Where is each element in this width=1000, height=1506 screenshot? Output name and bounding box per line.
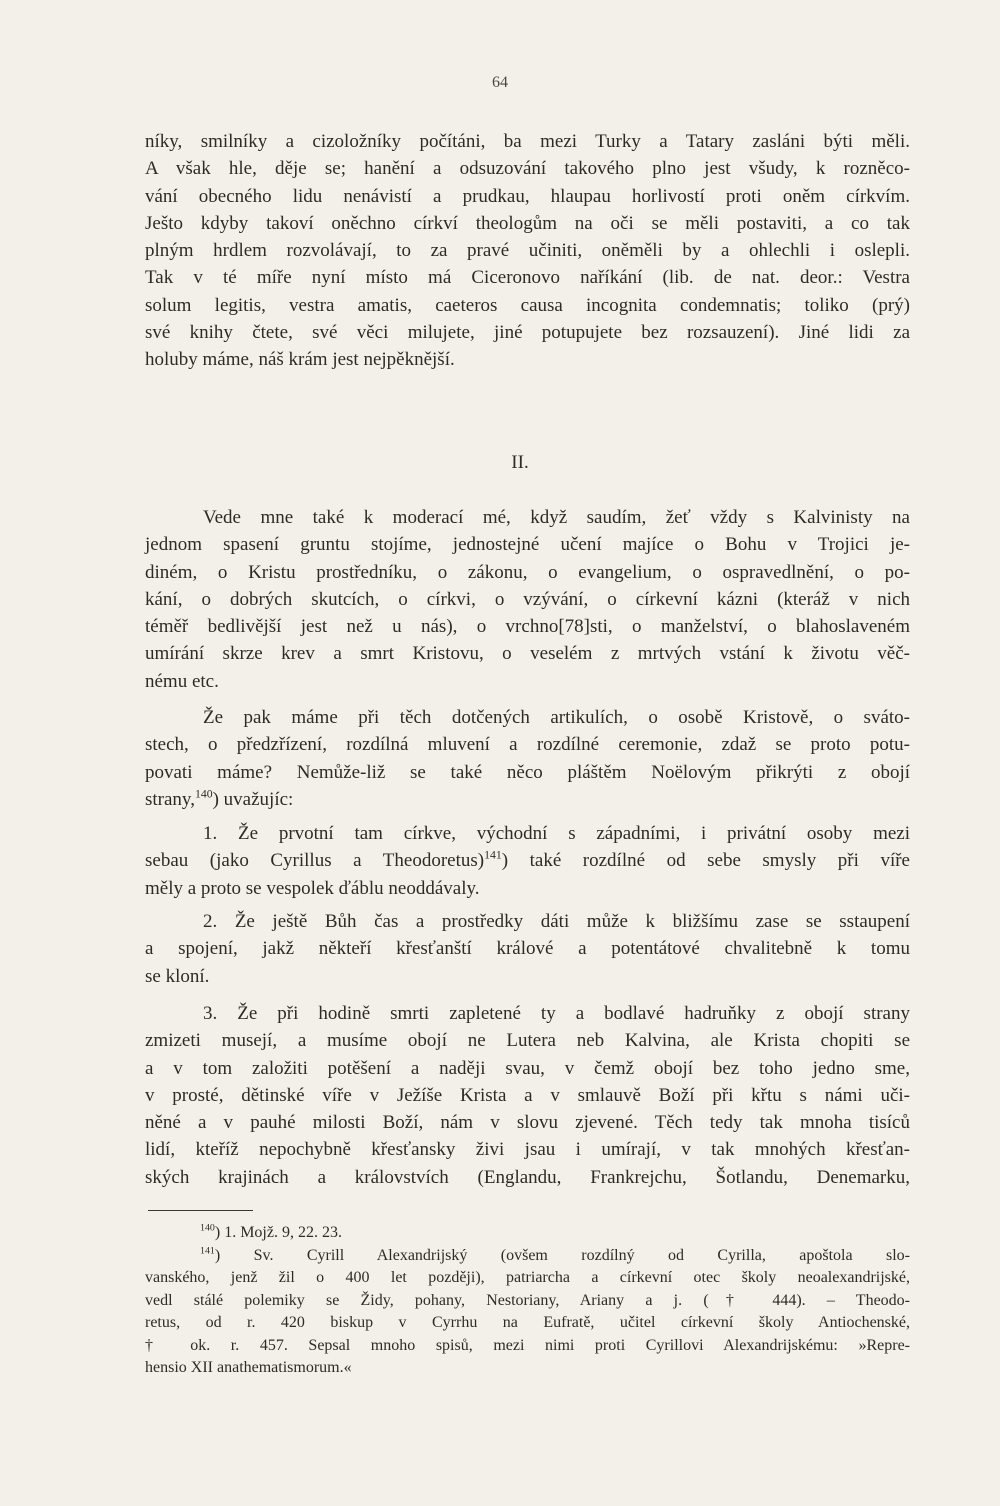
text-line: zmizeti musejí, a musíme obojí ne Lutera neb Kalvina, ale Krista chopiti se (145, 1030, 910, 1052)
text-line: a spojení, jakž někteří křesťanští králové a potentátové chvalitebně k tomu (145, 938, 910, 960)
text-line: diném, o Kristu prostředníku, o zákonu, o evangelium, o ospravedlnění, o po- (145, 561, 910, 583)
text-span: strany, (145, 788, 195, 810)
paragraph-continuation (145, 128, 910, 374)
text-line: vání obecného lidu nenávistí a prudkau, hlaupau horlivostí proti oněm církvím. (145, 185, 910, 207)
text-line (145, 847, 910, 874)
text-line: své knihy čtete, své věci milujete, jiné potupujete bez rozsauzení). Jiné lidi za (145, 322, 910, 344)
text-line: kání, o dobrých skutcích, o církvi, o vzývání, o církevní kázni (kteráž v nich (145, 588, 910, 610)
list-item-2 (145, 908, 910, 990)
section-heading: II. (511, 452, 529, 473)
footnote-141 (145, 1245, 910, 1268)
text-line: 1. Že prvotní tam církve, východní s západními, i privátní osoby mezi (203, 823, 910, 844)
text-line: měly a proto se vespolek ďáblu neoddávaly. (145, 877, 480, 899)
text-line: nému etc. (145, 670, 219, 692)
text-line: Ješto kdyby takoví oněchno církví theologům na oči se měli postaviti, a co tak (145, 212, 910, 234)
text-line: A však hle, děje se; hanění a odsuzování takového plno jest všudy, k rozněco- (145, 158, 910, 180)
footnote-ref-140: 140 (194, 787, 213, 801)
footnote-ref-141: 141 (484, 848, 502, 862)
footnotes (145, 1222, 910, 1380)
footnote-line: vanského, jenž žil o 400 let později), patriarcha a církevní otec školy neoalexandrijské, (145, 1269, 910, 1286)
text-line: 2. Že ještě Bůh čas a prostředky dáti může k bližšímu zase se sstaupení (203, 911, 910, 932)
text-span: ) také rozdílné od sebe smysly při víře (501, 850, 910, 872)
footnote-line: vedl stálé polemiky se Židy, pohany, Nestoriany, Ariany a j. († 444). – Theodo- (145, 1291, 910, 1309)
text-line: Tak v té míře nyní místo má Ciceronovo naříkání (lib. de nat. deor.: Vestra (145, 267, 910, 289)
footnote-text: ) 1. Mojž. 9, 22. 23. (214, 1224, 342, 1241)
text-line: plným hrdlem rozvolávají, to za pravé učiniti, oněměli by a ohlechli i oslepli. (145, 240, 910, 262)
text-line: lidí, kteříž nepochybně křesťansky živi jsau i umírají, v tak mnohých křesťan- (145, 1139, 910, 1161)
text-line: povati máme? Nemůže-liž se také něco pláštěm Noëlovým přikrýti z obojí (145, 761, 910, 783)
list-item-1 (145, 820, 910, 902)
footnote-140 (145, 1222, 910, 1245)
list-item-3 (145, 1000, 910, 1191)
text-line: solum legitis, vestra amatis, caeteros causa incognita condemnatis; toliko (prý) (145, 294, 910, 316)
paragraph-ze (145, 704, 910, 813)
text-line: stech, o předzřízení, rozdílná mluvení a rozdílné ceremonie, zdaž se proto potu- (145, 734, 910, 756)
text-span: ) uvažujíc: (212, 788, 294, 810)
footnote-line: retus, od r. 420 biskup v Cyrrhu na Eufratě, učitel církevní školy Antiochenské, (145, 1314, 910, 1331)
footnote-line: hensio XII anathematismorum.« (145, 1359, 352, 1376)
text-line: v prosté, dětinské víře v Ježíše Krista a v smlauvě Boží při křtu s námi uči- (145, 1084, 910, 1106)
text-line: holuby máme, náš krám jest nejpěknější. (145, 349, 455, 371)
footnote-mark: 140 (200, 1222, 215, 1234)
footnote-line: † ok. r. 457. Sepsal mnoho spisů, mezi nimi proti Cyrillovi Alexandrijskému: »Repre- (145, 1336, 910, 1354)
text-line (145, 786, 910, 813)
footnote-divider (148, 1210, 253, 1211)
text-line: Vede mne také k moderací mé, když saudím, žeť vždy s Kalvinisty na (203, 507, 910, 528)
text-line: umírání skrze krev a smrt Kristovu, o veselém z mrtvých vstání k životu věč- (145, 643, 910, 665)
text-line: něné a v pauhé milosti Boží, nám v slovu zjevené. Těch tedy tak mnoha tisíců (145, 1112, 910, 1134)
text-line: Že pak máme při těch dotčených artikulích, o osobě Kristově, o sváto- (203, 707, 910, 728)
text-line: a v tom založiti potěšení a naději svau, v čemž obojí bez toho jedno sme, (145, 1057, 910, 1079)
text-line: ských krajinách a královstvích (Englandu, Frankrejchu, Šotlandu, Denemarku, (145, 1166, 910, 1188)
text-line: téměř bedlivější jest než u nás), o vrchno[78]sti, o manželství, o blahoslaveném (145, 616, 910, 638)
text-line: jednom spasení gruntu stojíme, jednostejné učení majíce o Bohu v Trojici je- (145, 534, 910, 556)
text-line: níky, smilníky a cizoložníky počítáni, ba mezi Turky a Tatary zasláni býti měli. (145, 131, 910, 152)
page-number: 64 (492, 74, 508, 91)
text-span: sebau (jako Cyrillus a Theodoretus) (145, 850, 485, 872)
paragraph-vede (145, 504, 910, 695)
footnote-text: ) Sv. Cyrill Alexandrijský (ovšem rozdílný od Cyrilla, apoštola slo- (214, 1246, 910, 1264)
text-line: se kloní. (145, 965, 210, 987)
text-line: 3. Že při hodině smrti zapletené ty a bodlavé hadruňky z obojí strany (203, 1003, 910, 1024)
footnote-mark: 141 (200, 1245, 215, 1257)
